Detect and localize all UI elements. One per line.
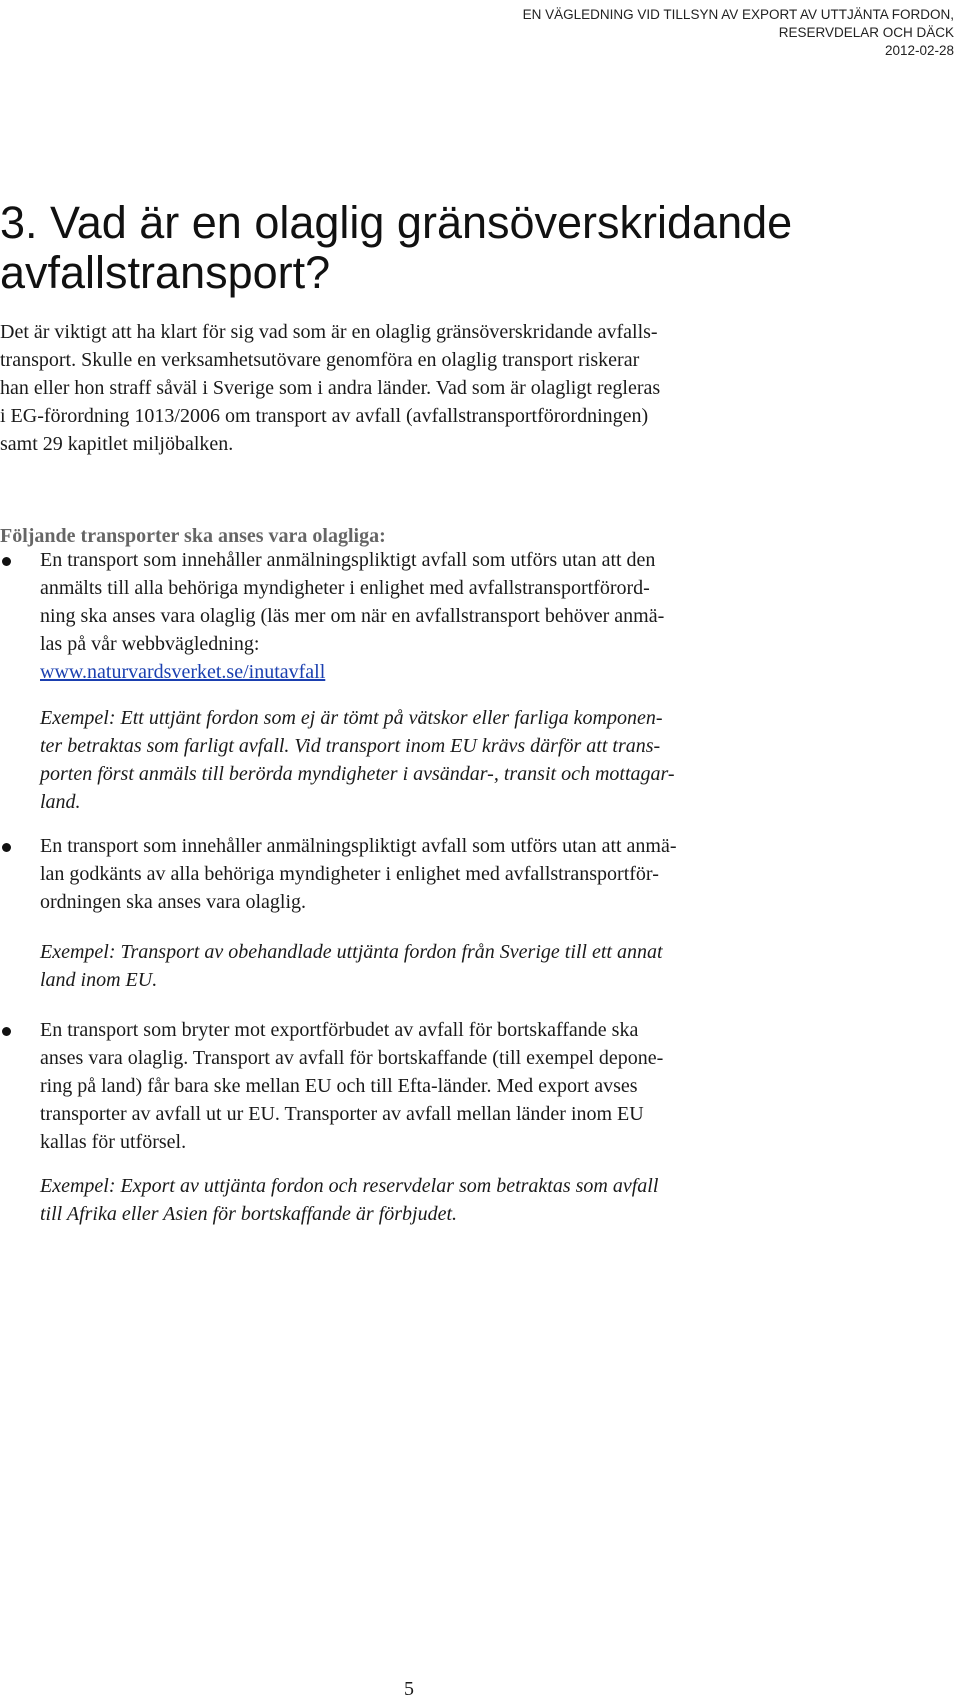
bullet-dot-icon xyxy=(2,843,11,852)
bullet-line: anmälts till alla behöriga myndigheter i enlighet med avfallstransportförord- xyxy=(40,577,650,599)
intro-line: Det är viktigt att ha klart för sig vad som är en olaglig gränsöverskridande avfalls- xyxy=(0,321,658,343)
bullet-line: kallas för utförsel. xyxy=(40,1131,187,1153)
intro-paragraph xyxy=(0,318,830,458)
intro-line: transport. Skulle en verksamhetsutövare genomföra en olaglig transport riskerar xyxy=(0,349,640,371)
example-line: Exempel: Ett uttjänt fordon som ej är tömt på vätskor eller farliga komponen- xyxy=(40,707,663,729)
bullet-text xyxy=(40,1016,663,1156)
bullet-line: transporter av avfall ut ur EU. Transporter av avfall mellan länder inom EU xyxy=(40,1103,644,1125)
page-number: 5 xyxy=(404,1678,414,1700)
bullet-line: ring på land) får bara ske mellan EU och till Efta-länder. Med export avses xyxy=(40,1075,638,1097)
example-line: porten först anmäls till berörda myndigheter i avsändar-, transit och mottagar- xyxy=(40,763,675,785)
webguide-link[interactable]: www.naturvardsverket.se/inutavfall xyxy=(40,661,326,683)
bullet-line: En transport som bryter mot exportförbudet av avfall för bortskaffande ska xyxy=(40,1019,639,1041)
intro-line: samt 29 kapitlet miljöbalken. xyxy=(0,433,234,455)
bullet-dot-icon xyxy=(2,557,11,566)
example-line: ter betraktas som farligt avfall. Vid transport inom EU krävs därför att trans- xyxy=(40,735,661,757)
example-line: land. xyxy=(40,791,81,813)
header-date: 2012-02-28 xyxy=(884,43,954,58)
intro-line: han eller hon straff såväl i Sverige som i andra länder. Vad som är olagligt regleras xyxy=(0,377,661,399)
example-2 xyxy=(40,938,663,994)
section-title-line-1: 3. Vad är en olaglig gränsöverskridande xyxy=(0,197,793,248)
running-header xyxy=(523,6,954,60)
bullet-text xyxy=(40,832,677,916)
bullet-dot-icon xyxy=(2,1027,11,1036)
bullet-line: ordningen ska anses vara olaglig. xyxy=(40,891,307,913)
bullet-line: las på vår webbvägledning: xyxy=(40,633,260,655)
example-line: till Afrika eller Asien för bortskaffande är förbjudet. xyxy=(40,1203,458,1225)
bullet-line: lan godkänts av alla behöriga myndigheter i enlighet med avfallstransportför- xyxy=(40,863,659,885)
header-line-1: EN VÄGLEDNING VID TILLSYN AV EXPORT AV UTTJÄNTA FORDON, xyxy=(522,7,954,22)
bullet-line: anses vara olaglig. Transport av avfall för bortskaffande (till exempel depone- xyxy=(40,1047,664,1069)
bullet-line: En transport som innehåller anmälningspliktigt avfall som utförs utan att anmä- xyxy=(40,835,677,857)
bullet-line: ning ska anses vara olaglig (läs mer om när en avfallstransport behöver anmä- xyxy=(40,605,665,627)
example-1 xyxy=(40,704,675,816)
subheading: Följande transporter ska anses vara olagliga: xyxy=(0,525,386,547)
bullet-text xyxy=(40,546,664,686)
bullet-line: En transport som innehåller anmälningspliktigt avfall som utförs utan att den xyxy=(40,549,656,571)
example-line: Exempel: Transport av obehandlade uttjänta fordon från Sverige till ett annat xyxy=(40,941,663,963)
example-line: land inom EU. xyxy=(40,969,158,991)
intro-line: i EG-förordning 1013/2006 om transport av avfall (avfallstransportförordningen) xyxy=(0,405,649,427)
example-line: Exempel: Export av uttjänta fordon och reservdelar som betraktas som avfall xyxy=(40,1175,659,1197)
section-title-line-2: avfallstransport? xyxy=(0,247,331,298)
example-3 xyxy=(40,1172,658,1228)
header-line-2: RESERVDELAR OCH DÄCK xyxy=(778,25,954,40)
section-title xyxy=(0,198,792,298)
